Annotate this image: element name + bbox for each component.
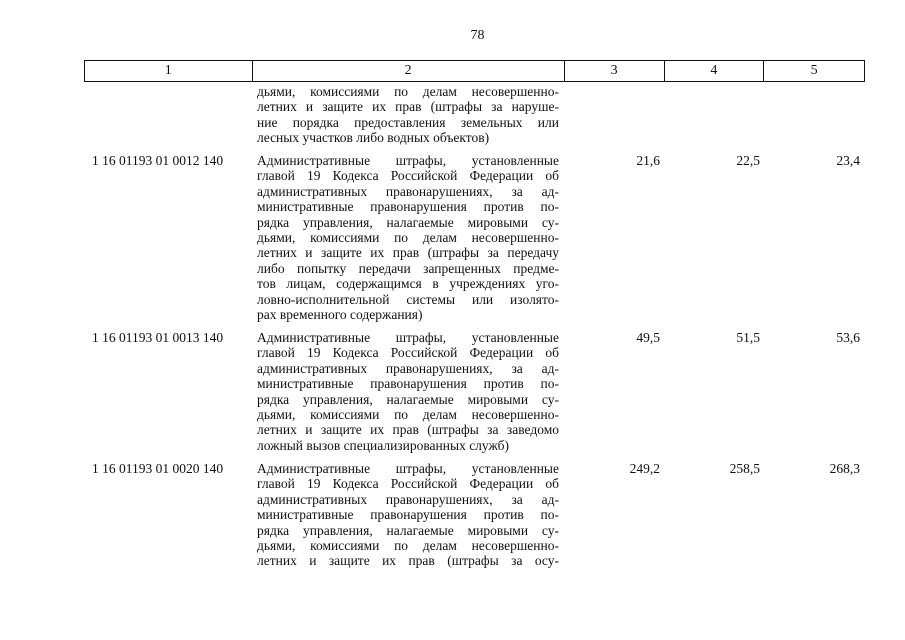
value-col5: 23,4: [836, 153, 860, 168]
page-number: 78: [470, 28, 485, 43]
continued-description: [257, 84, 559, 146]
description-line: ние порядка предоставления земельных или: [257, 114, 559, 130]
description-line: Административные штрафы, установленные: [257, 153, 559, 168]
description-line: административных правонарушениях, за ад-: [257, 491, 559, 507]
description-line: летних и защите их прав (штрафы за заведомо: [257, 422, 559, 438]
value-col3: 49,5: [636, 330, 660, 345]
description-line: тов лицам, содержащимся в учреждениях уго-: [257, 276, 559, 292]
description-line: главой 19 Кодекса Российской Федерации об: [257, 345, 559, 361]
description-line: дьями, комиссиями по делам несовершенно-: [257, 407, 559, 423]
column-header-1: 1: [85, 61, 253, 81]
description-line: главой 19 Кодекса Российской Федерации об: [257, 476, 559, 492]
description-line: Административные штрафы, установленные: [257, 330, 559, 345]
description-line: ложный вызов специализированных служб): [257, 437, 510, 453]
description-line: ловно-исполнительной системы или изолято-: [257, 291, 559, 307]
description-line: дьями, комиссиями по делам несовершенно-: [257, 538, 559, 554]
description-line: рах временного содержания): [257, 307, 423, 323]
description-line: административных правонарушениях, за ад-: [257, 360, 559, 376]
description-line: министративные правонарушения против по-: [257, 507, 559, 523]
table-header: [84, 60, 865, 82]
column-header-5: 5: [810, 63, 818, 78]
row-description: [257, 461, 559, 569]
description-line: дьями, комиссиями по делам несовершенно-: [257, 84, 559, 99]
value-col3: 21,6: [636, 153, 660, 168]
description-line: главой 19 Кодекса Российской Федерации об: [257, 168, 559, 184]
value-col5: 268,3: [829, 461, 860, 476]
description-line: дьями, комиссиями по делам несовершенно-: [257, 230, 559, 246]
value-col4: 22,5: [736, 153, 760, 168]
row-description: [257, 330, 559, 453]
description-line: административных правонарушениях, за ад-: [257, 183, 559, 199]
value-col5: 53,6: [836, 330, 860, 345]
value-col4: 258,5: [729, 461, 760, 476]
description-line: рядка управления, налагаемые мировыми су-: [257, 214, 559, 230]
description-line: летних и защите их прав (штрафы за осу-: [257, 553, 559, 569]
description-line: летних и защите их прав (штрафы за передачу: [257, 245, 559, 261]
description-line: летних и защите их прав (штрафы за наруше-: [257, 99, 559, 115]
value-col3: 249,2: [629, 461, 660, 476]
value-col4: 51,5: [736, 330, 760, 345]
budget-code: 1 16 01193 01 0013 140: [92, 330, 224, 345]
column-header-4: 4: [665, 61, 765, 81]
description-line: рядка управления, налагаемые мировыми су-: [257, 391, 559, 407]
description-line: министративные правонарушения против по-: [257, 376, 559, 392]
description-line: рядка управления, налагаемые мировыми су-: [257, 522, 559, 538]
budget-code: 1 16 01193 01 0020 140: [92, 461, 224, 476]
description-line: министративные правонарушения против по-: [257, 199, 559, 215]
description-line: Административные штрафы, установленные: [257, 461, 559, 476]
description-line: либо попытку передачи запрещенных предме-: [257, 260, 559, 276]
row-description: [257, 153, 559, 322]
description-line: лесных участков либо водных объектов): [257, 130, 490, 146]
column-header-2: 2: [253, 61, 565, 81]
budget-code: 1 16 01193 01 0012 140: [92, 153, 224, 168]
column-header-3: 3: [565, 61, 665, 81]
